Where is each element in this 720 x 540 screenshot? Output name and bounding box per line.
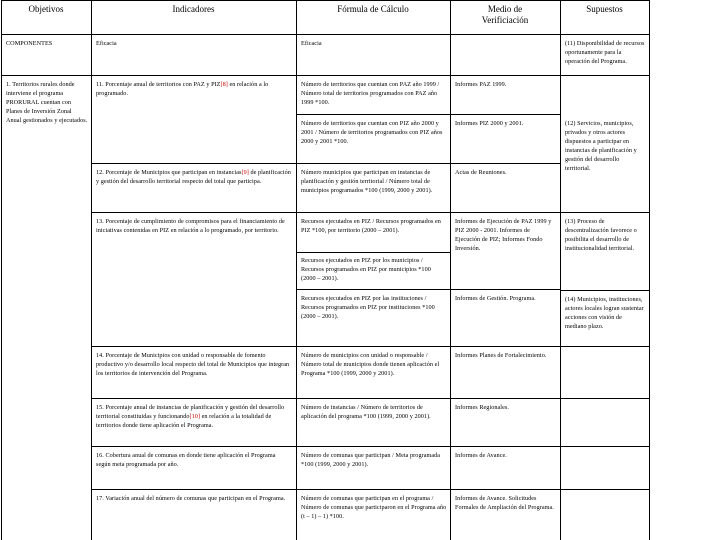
indicator-13: 13. Porcentaje de cumplimiento de compromisos para el financiamiento de iniciativas contenidas en PIZ en relación a lo programado, por territorio. — [96, 218, 285, 234]
medio-16: Informes de Avance. — [455, 452, 507, 459]
column-divider — [560, 0, 561, 540]
indicator-15 — [96, 403, 291, 430]
row-divider — [91, 489, 649, 490]
footnote-ref-8[interactable]: [8] — [220, 81, 228, 88]
medio-11-paz: Informes PAZ 1999. — [455, 81, 507, 88]
supuesto-14: (14) Municipios, instituciones, actores locales logran sustentar acciones con visión de mediano plazo. — [565, 296, 644, 330]
row-divider — [91, 446, 649, 447]
row-divider — [296, 114, 560, 115]
formula-11-paz: Número de territorios que cuentan con PAZ año 1999 / Número total de territorios programados con PAZ año 1999 *100. — [301, 81, 440, 106]
footnote-ref-9[interactable]: [9] — [241, 169, 249, 176]
medio-15: Informes Regionales. — [455, 404, 509, 411]
header-objetivos: Objetivos — [28, 4, 64, 14]
supuesto-13: (13) Proceso de descentralización favorece o posibilita el desarrollo de institucionalidad territorial. — [565, 218, 637, 252]
eficacia-indicator-label: Eficacia — [96, 40, 117, 47]
indicator-16: 16. Cobertura anual de comunas en donde tiene aplicación el Programa según meta programada por año. — [96, 452, 276, 468]
row-divider — [296, 289, 560, 290]
indicator-11-text-after: en relación a lo programado. — [96, 81, 269, 97]
header-medio: Medio de Verificiación — [481, 4, 529, 25]
formula-11-piz: Número de territorios que cuentan con PIZ año 2000 y 2001 / Número de territorios programados con PIZ años 2000 y 2001 *100. — [301, 120, 443, 145]
formula-13-instituciones: Recursos ejecutados en PIZ por las instituciones / Recursos programados en PIZ por instituciones *100 (2000 – 2001). — [301, 295, 435, 320]
indicator-11 — [96, 80, 291, 98]
formula-15: Número de instancias / Número de territorios de aplicación del programa *100 (1999, 2000 y 2001). — [301, 404, 431, 420]
medio-12: Actas de Reuniones. — [455, 169, 507, 176]
table-border-right — [649, 0, 650, 540]
column-divider — [296, 0, 297, 540]
formula-16: Número de comunas que participan / Meta programada *100 (1999, 2000 y 2001). — [301, 452, 441, 468]
indicator-12-text: 12. Porcentaje de Municipios que participan en instancias — [96, 169, 242, 176]
formula-12: Número municipios que participan en instancias de planificación y gestión territorial / Número total de municipios programados *100 (1999, 2000 y 2001). — [301, 169, 433, 194]
column-divider — [450, 0, 451, 540]
row-divider — [91, 346, 649, 347]
medio-13-ejecucion: Informes de Ejecución de PAZ 1999 y PIZ 2000 - 2001. Informes de Ejecución de PIZ; Informes Fondo Inversión. — [455, 218, 552, 252]
indicator-15-text-after: en relación a la totalidad de territorios donde tiene aplicación el Programa. — [96, 413, 272, 429]
indicator-17: 17. Variación anual del número de comunas que participan en el Programa. — [96, 495, 286, 502]
row-divider — [560, 290, 649, 291]
indicator-11-text: 11. Porcentaje anual de territorios con PAZ y PIZ — [96, 81, 221, 88]
supuesto-12: (12) Servicios, municipios, privados y otros actores dispuestos a participar en instancias de planificación y gestión del desarrollo territorial. — [565, 120, 637, 172]
row-divider — [1, 34, 650, 35]
indicator-15-text: 15. Porcentaje anual de instancias de planificación y gestión del desarrollo territorial constituidas y funcionando — [96, 404, 285, 420]
componentes-label: COMPONENTES — [6, 40, 53, 47]
column-divider — [91, 0, 92, 540]
header-formula: Fórmula de Cálculo — [337, 4, 409, 14]
indicator-12 — [96, 168, 291, 186]
row-divider — [296, 252, 450, 253]
formula-17: Número de comunas que participan en el programa / Número de comunas que participaron en el Programa año (t – 1) – 1) *100. — [301, 495, 447, 520]
formula-13-municipios: Recursos ejecutados en PIZ por los municipios / Recursos programados en PIZ por municipios *100 (2000 – 2001). — [301, 257, 431, 282]
row-divider — [1, 0, 650, 1]
formula-13-territorio: Recursos ejecutados en PIZ / Recursos programados en PIZ *100, por territorio (2000 – 2001). — [301, 218, 441, 234]
medio-17: Informes de Avance. Solicitudes Formales de Ampliación del Programa. — [455, 495, 554, 511]
row-divider — [91, 398, 649, 399]
eficacia-formula-label: Eficacia — [301, 40, 322, 47]
row-divider — [1, 75, 650, 76]
row-divider — [91, 163, 560, 164]
indicator-14: 14. Porcentaje de Municipios con unidad o responsable de fomento productivo y/o desarrollo local respecto del total de Municipios que integran los territorios de intervención del Programa. — [96, 352, 290, 377]
medio-13-gestion: Informes de Gestión. Programa. — [455, 295, 536, 302]
formula-14: Número de municipios con unidad o responsable / Número total de municipios donde tienen aplicación el Programa *100 (1999, 2000 y 2001). — [301, 352, 440, 377]
indicator-12-text-after: de planificación y gestión del desarrollo territorial respecto del total que participa. — [96, 169, 291, 185]
medio-14: Informes Planes de Fortalecimiento. — [455, 352, 547, 359]
supuesto-11: (11) Disponibilidad de recursos oportunamente para la operación del Programa. — [565, 40, 645, 65]
table-border-left — [1, 0, 2, 540]
header-supuestos: Supuestos — [586, 4, 623, 14]
row-divider — [91, 212, 649, 213]
objective-1: 1. Territorios rurales donde interviene el programa PRORURAL cuentan con Planes de Inversión Zonal Anual gestionados y ejecutados. — [6, 81, 88, 124]
header-indicadores: Indicadores — [172, 4, 215, 14]
footnote-ref-10[interactable]: [10] — [189, 413, 201, 420]
medio-11-piz: Informes PIZ 2000 y 2001. — [455, 120, 524, 127]
